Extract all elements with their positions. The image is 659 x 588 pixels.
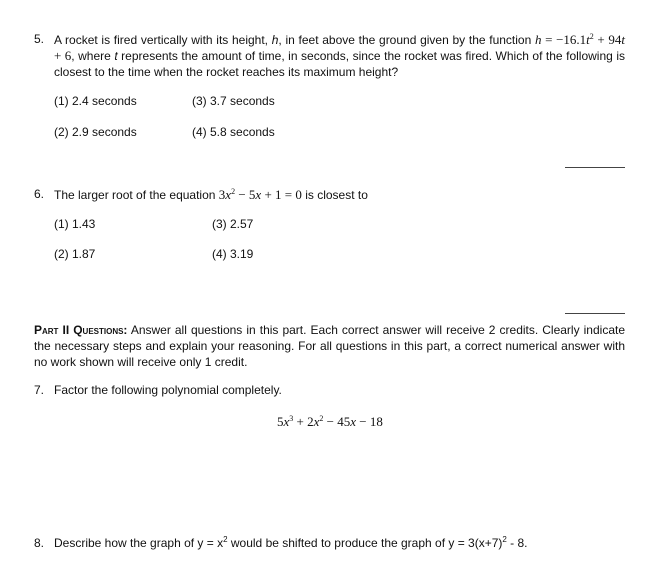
- question-6-choice-1[interactable]: (1) 1.43: [54, 217, 96, 231]
- question-7-number: 7.: [34, 383, 45, 397]
- question-5-text-after: , where t represents the amount of time, in seconds, since the rocket was fired. Which of the following is closest to the time when the rocket reaches its maximum height?: [54, 49, 625, 79]
- question-8-part-b: would be shifted to produce the graph of y = 3(x+7): [227, 536, 503, 550]
- question-6-answer-blank[interactable]: [565, 313, 625, 314]
- question-7-text: Factor the following polynomial completely.: [54, 383, 282, 397]
- question-5-choice-1[interactable]: (1) 2.4 seconds: [54, 94, 137, 108]
- question-5-equation: $h = -16.1t^2 + 94t + 6$: [54, 32, 625, 63]
- part-2-instructions: [34, 322, 625, 370]
- question-5-choice-3[interactable]: (3) 3.7 seconds: [192, 94, 275, 108]
- question-5-intro: A rocket is fired vertically with its height,: [54, 33, 269, 47]
- question-8-exponent-b: 2: [502, 535, 507, 544]
- question-5-mid: , in feet above the ground given by the function: [278, 33, 532, 47]
- question-5-number: 5.: [34, 32, 45, 46]
- part-2-text: Answer all questions in this part. Each correct answer will receive 2 credits. Clearly indicate the necessary steps and explain your reasoning. For all questions in this part, a correct numerical answer with no work shown will receive only 1 credit.: [34, 323, 626, 369]
- question-6-number: 6.: [34, 187, 45, 201]
- question-5-text: [54, 32, 625, 80]
- question-8-part-a: Describe how the graph of y = x: [54, 536, 224, 550]
- question-6-equation: $3x^2 - 5x + 1 = 0$: [218, 187, 302, 202]
- question-6-text-after: is closest to: [305, 188, 368, 202]
- question-8-number: 8.: [34, 536, 45, 550]
- question-6-text: [54, 187, 368, 203]
- part-2-heading: Part II Questions:: [34, 323, 128, 337]
- question-5-choice-4[interactable]: (4) 5.8 seconds: [192, 125, 275, 139]
- question-8-text: [54, 536, 528, 550]
- question-5-answer-blank[interactable]: [565, 167, 625, 168]
- question-6-choice-3[interactable]: (3) 2.57: [212, 217, 254, 231]
- question-8-exponent-a: 2: [223, 535, 228, 544]
- question-7-equation: $5x^3 + 2x^2 - 45x - 18$: [277, 414, 383, 429]
- question-8-part-c: - 8.: [506, 536, 528, 550]
- question-6-choice-4[interactable]: (4) 3.19: [212, 247, 254, 261]
- question-5-var-h: h: [271, 33, 279, 47]
- question-5-choice-2[interactable]: (2) 2.9 seconds: [54, 125, 137, 139]
- question-6-intro: The larger root of the equation: [54, 188, 216, 202]
- question-6-choice-2[interactable]: (2) 1.87: [54, 247, 96, 261]
